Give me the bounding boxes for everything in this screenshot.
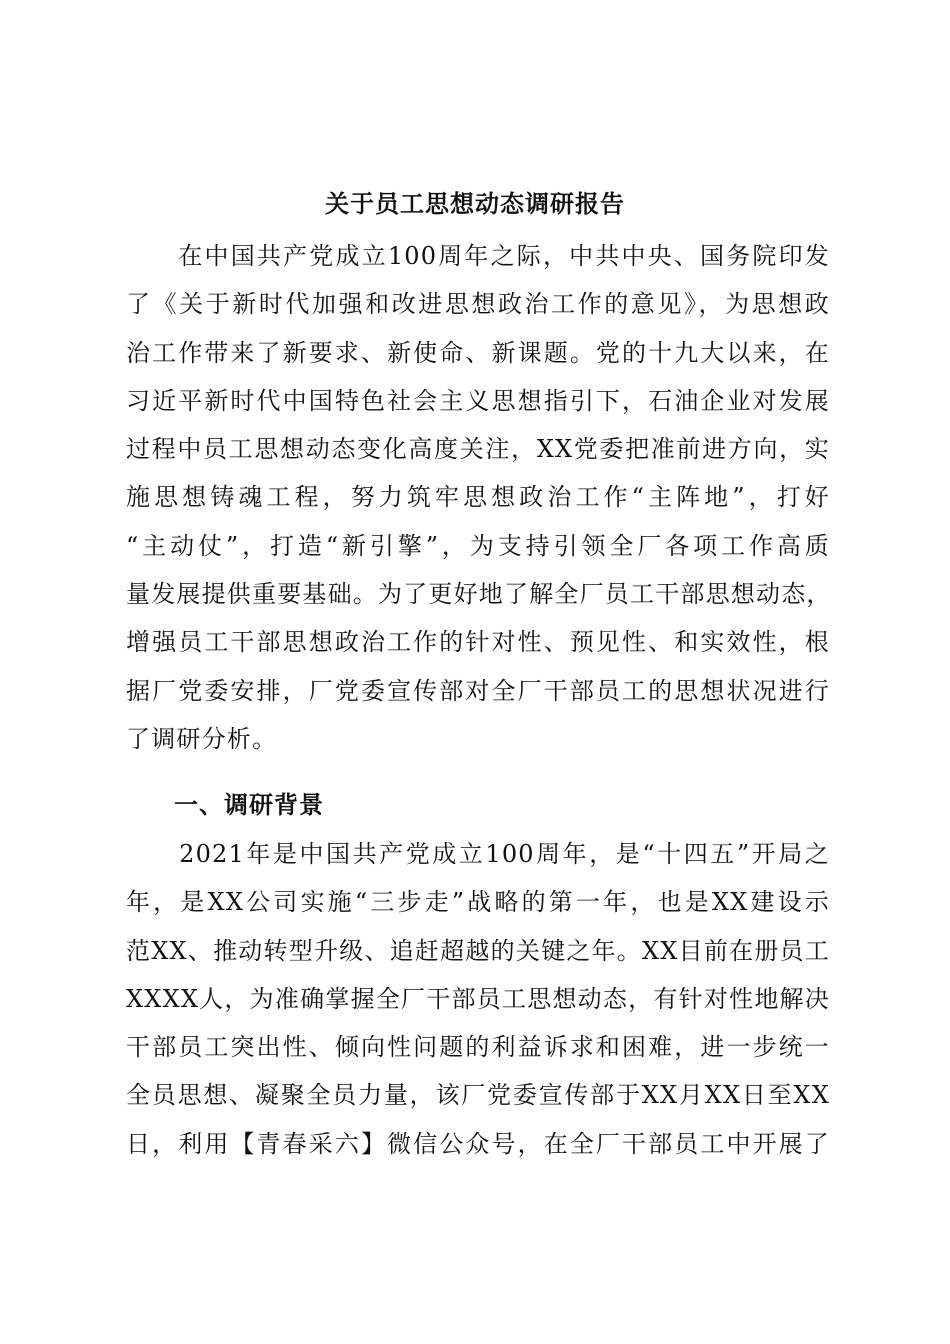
paragraph-line: 了调研分析。 — [126, 724, 278, 753]
paragraph-line: 年，是XX公司实施“三步走”战略的第一年，也是XX建设示 — [126, 888, 830, 917]
paragraph-line: 日，利用【青春采六】微信公众号，在全厂干部员工中开展了 — [126, 1129, 830, 1158]
document-title: 关于员工思想动态调研报告 — [325, 190, 625, 218]
section-heading: 一、调研背景 — [174, 791, 324, 819]
paragraph-line: 量发展提供重要基础。为了更好地了解全厂员工干部思想动态， — [126, 580, 832, 609]
paragraph-line: 全员思想、凝聚全员力量，该厂党委宣传部于XX月XX日至XX — [126, 1081, 830, 1110]
paragraph-line: 增强员工干部思想政治工作的针对性、预见性、和实效性，根 — [126, 628, 830, 657]
paragraph-line: 2021年是中国共产党成立100周年，是“十四五”开局之 — [126, 840, 830, 868]
paragraph-line: “主动仗”，打造“新引擎”，为支持引领全厂各项工作高质 — [126, 531, 830, 560]
background-paragraph — [126, 830, 830, 1168]
intro-paragraph — [126, 232, 830, 763]
paragraph-line: 在中国共产党成立100周年之际，中共中央、国务院印发 — [126, 242, 830, 270]
paragraph-line: 习近平新时代中国特色社会主义思想指引下，石油企业对发展 — [126, 386, 830, 415]
paragraph-line: 了《关于新时代加强和改进思想政治工作的意见》，为思想政 — [126, 290, 830, 319]
paragraph-line: 过程中员工思想动态变化高度关注，XX党委把准前进方向，实 — [126, 435, 830, 464]
paragraph-line: XXXX人，为准确掌握全厂干部员工思想动态，有针对性地解决 — [126, 984, 830, 1013]
paragraph-line: 据厂党委安排，厂党委宣传部对全厂干部员工的思想状况进行 — [126, 676, 830, 705]
paragraph-line: 范XX、推动转型升级、追赶超越的关键之年。XX目前在册员工 — [126, 936, 830, 965]
paragraph-line: 干部员工突出性、倾向性问题的利益诉求和困难，进一步统一 — [126, 1033, 830, 1062]
paragraph-line: 治工作带来了新要求、新使命、新课题。党的十九大以来，在 — [126, 338, 830, 367]
paragraph-line: 施思想铸魂工程，努力筑牢思想政治工作“主阵地”，打好 — [126, 483, 830, 512]
